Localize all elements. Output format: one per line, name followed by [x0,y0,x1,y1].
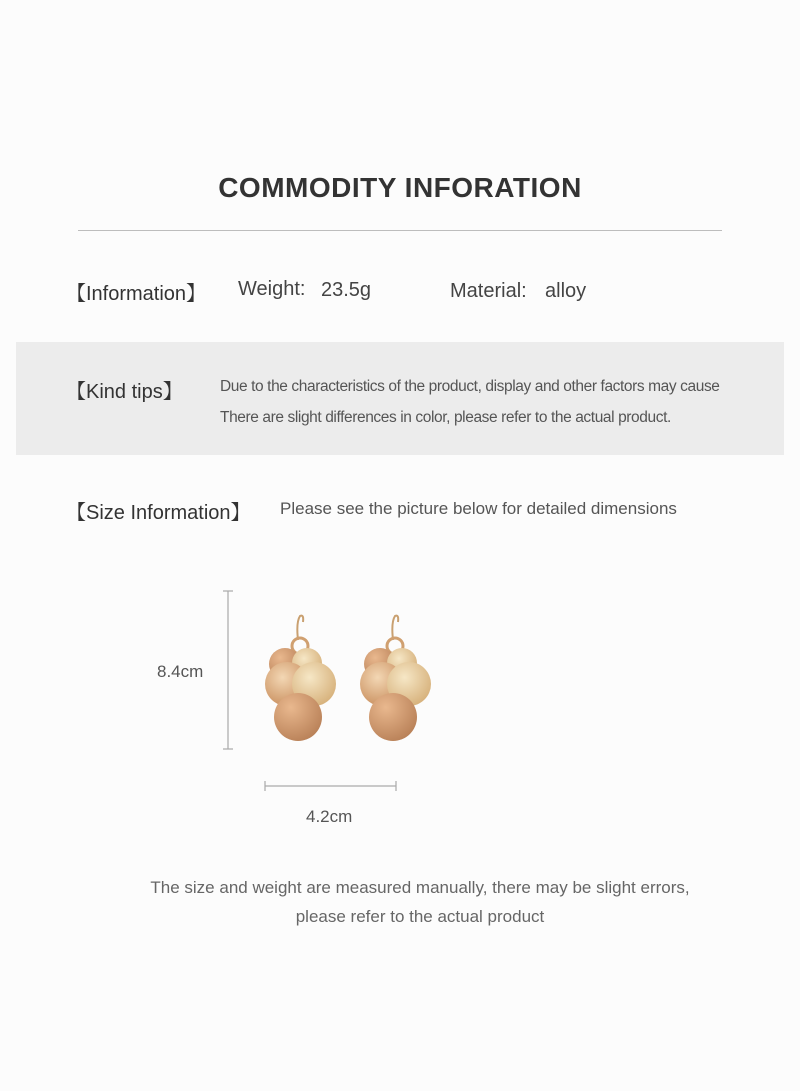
height-dimension: 8.4cm [157,662,204,681]
earring-left [265,616,336,741]
kind-tips-line1: Due to the characteristics of the product, display and other factors may cause [220,378,720,395]
height-measure-bar [223,591,233,749]
page-title: COMMODITY INFORATION [218,172,582,203]
width-measure-bar [265,781,396,791]
material-label: Material: [450,280,527,302]
material-value: alloy [545,280,587,302]
size-information-label: 【Size Information】 [66,502,251,524]
product-image [0,580,800,800]
weight-value: 23.5g [321,279,372,301]
information-label: 【Information】 [66,283,207,305]
footer-line2: please refer to the actual product [295,907,545,926]
size-note: Please see the picture below for detailed dimensions [280,499,677,518]
weight-label: Weight: [238,278,306,300]
kind-tips-line2: There are slight differences in color, please refer to the actual product. [220,409,671,426]
footer-line1: The size and weight are measured manually, there may be slight errors, [150,878,690,897]
width-dimension: 4.2cm [306,807,353,826]
divider [78,230,722,231]
kind-tips-label: 【Kind tips】 [66,381,183,403]
earring-right [360,616,431,741]
